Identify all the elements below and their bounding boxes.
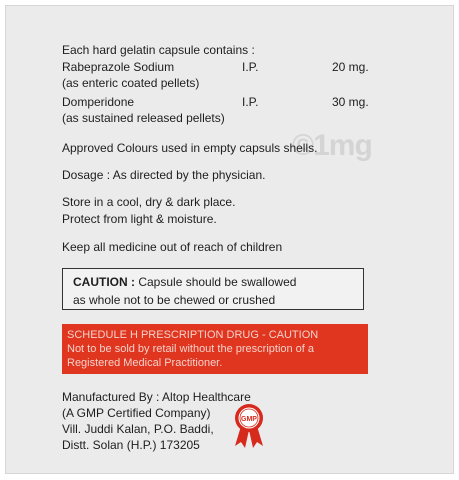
storage-text: Protect from light & moisture. bbox=[62, 212, 217, 226]
schedule-title: SCHEDULE H PRESCRIPTION DRUG - CAUTION bbox=[67, 329, 319, 341]
schedule-text: Registered Medical Practitioner. bbox=[67, 357, 223, 369]
watermark: ©1mg bbox=[292, 129, 372, 162]
ingredient-standard: I.P. bbox=[242, 95, 259, 109]
schedule-h-warning bbox=[62, 324, 368, 374]
ingredient-name: Rabeprazole Sodium bbox=[62, 60, 175, 74]
badge-text: GMP bbox=[241, 416, 257, 423]
caution-text: Capsule should be swallowed bbox=[138, 275, 297, 289]
dosage-text: Dosage : As directed by the physician. bbox=[62, 168, 266, 182]
storage-text: Store in a cool, dry & dark place. bbox=[62, 195, 236, 209]
ingredient-standard: I.P. bbox=[242, 60, 259, 74]
manufacturer-line: (A GMP Certified Company) bbox=[62, 406, 211, 420]
caution-box bbox=[62, 268, 364, 310]
keep-away-text: Keep all medicine out of reach of children bbox=[62, 240, 283, 254]
composition-heading: Each hard gelatin capsule contains : bbox=[62, 43, 255, 57]
caution-label: CAUTION : bbox=[73, 275, 135, 289]
product-info-panel bbox=[5, 5, 454, 474]
manufacturer-line: Distt. Solan (H.P.) 173205 bbox=[62, 438, 200, 452]
ingredient-name: Domperidone bbox=[62, 95, 135, 109]
ingredient-note: (as sustained released pellets) bbox=[62, 111, 225, 125]
caution-line bbox=[73, 274, 296, 290]
caution-text: as whole not to be chewed or crushed bbox=[73, 293, 276, 307]
gmp-ribbon-badge-icon bbox=[231, 402, 267, 450]
schedule-text: Not to be sold by retail without the prescription of a bbox=[67, 343, 315, 355]
ingredient-quantity: 30 mg. bbox=[332, 95, 369, 109]
ingredient-note: (as enteric coated pellets) bbox=[62, 76, 200, 90]
approved-colours-text: Approved Colours used in empty capsuls shells. bbox=[62, 141, 318, 155]
manufacturer-line: Vill. Juddi Kalan, P.O. Baddi, bbox=[62, 422, 214, 436]
manufacturer-line: Manufactured By : Altop Healthcare bbox=[62, 390, 251, 404]
ingredient-quantity: 20 mg. bbox=[332, 60, 369, 74]
